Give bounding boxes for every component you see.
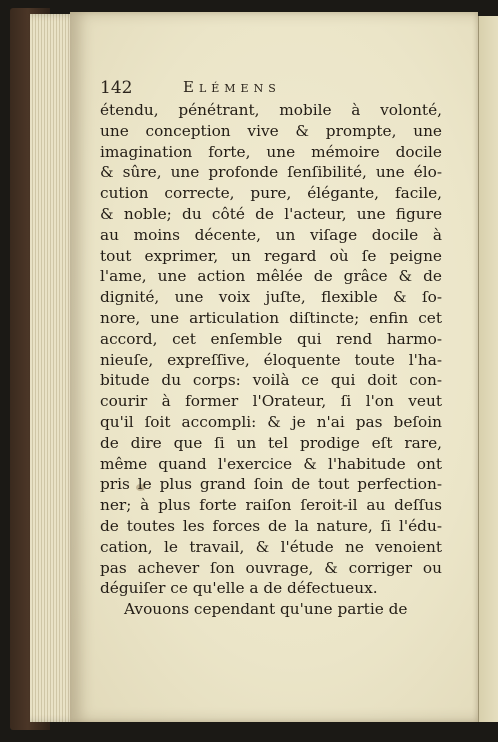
text-line: qu'il ſoit accompli: & je n'ai pas beſoin [100,412,442,431]
text-line: dignité, une voix juſte, flexible & ſo- [100,288,442,307]
text-line: déguiſer ce qu'elle a de défectueux. [100,579,378,598]
text-line: courir à former l'Orateur, ſi l'on veut [100,392,442,411]
page-number: 142 [100,78,133,98]
text-line: nieuſe, expreſſive, éloquente toute l'ha- [100,350,442,369]
body-text [100,100,442,620]
text-line: l'ame, une action mêlée de grâce & de [100,267,442,286]
text-line: pas achever ſon ouvrage, & corriger ou [100,558,442,577]
text-line: imagination forte, une mémoire docile [100,142,442,161]
text-line: étendu, pénétrant, mobile à volonté, [100,101,442,119]
text-line: même quand l'exercice & l'habitude ont [100,454,442,473]
facing-page-edge [478,16,498,722]
text-line: ner; à plus forte raiſon ſeroit-il au deſſus [100,496,442,515]
text-line: une conception vive & prompte, une [100,121,442,140]
text-line: nore, une articulation diſtincte; enfin cet [100,308,442,327]
text-line: & noble; du côté de l'acteur, une figure [100,204,442,223]
running-title: Elémens [183,78,281,96]
text-line: pris le plus grand ſoin de tout perfection- [100,475,442,494]
text-line: tout exprimer, un regard où ſe peigne [100,246,442,265]
text-line: de dire que ſi un tel prodige eſt rare, [100,433,442,452]
page-header [100,78,400,102]
text-line: & sûre, une profonde ſenſibilité, une élo- [100,163,442,182]
text-line: Avouons cependant qu'une partie de [124,600,408,619]
text-line: accord, cet enſemble qui rend harmo- [100,329,442,348]
text-line: cation, le travail, & l'étude ne venoient [100,537,442,556]
text-line: au moins décente, un viſage docile à [100,225,442,244]
text-line: bitude du corps: voilà ce qui doit con- [100,371,442,390]
text-line: cution correcte, pure, élégante, facile, [100,184,442,203]
text-line: de toutes les forces de la nature, ſi l'édu- [100,516,442,535]
